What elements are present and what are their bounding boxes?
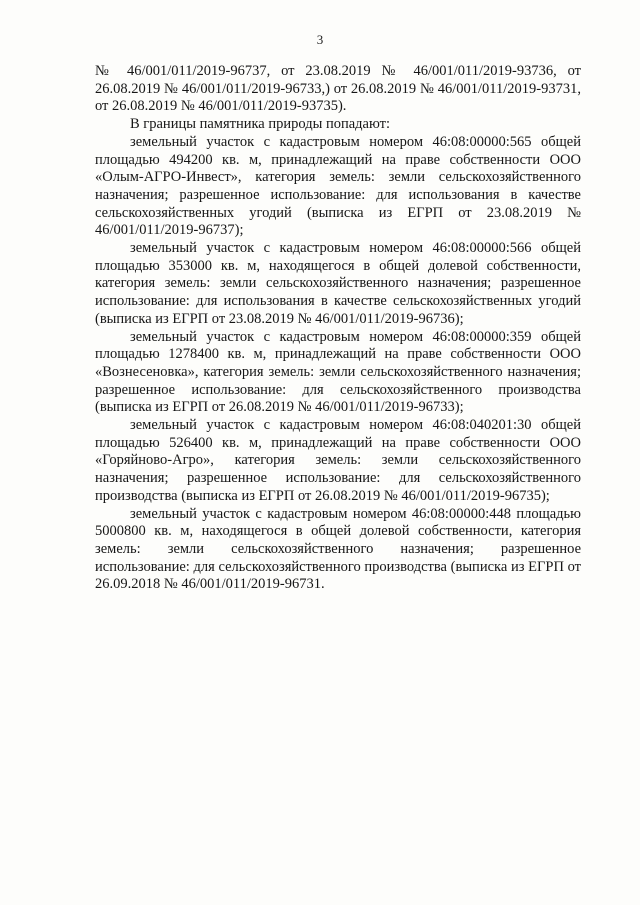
paragraph-plot-448: земельный участок с кадастровым номером 46:08:00000:448 площадью 5000800 кв. м, находящегося в общей долевой собственности, категория земель: земли сельскохозяйственного назначения; разрешенное использование: для сельскохозяйственного производства (выписка из ЕГРП от 26.09.2018 № 46/001/011/2019-96731. [95, 505, 581, 593]
paragraph-intro: В границы памятника природы попадают: [130, 116, 390, 133]
paragraph-plot-359: земельный участок с кадастровым номером 46:08:00000:359 общей площадью 1278400 кв. м, принадлежащий на праве собственности ООО «Вознесеновка», категория земель: земли сельскохозяйственного назначения; разрешенное использование: для сельскохозяйственного производства (выписка из ЕГРП от 26.08.2019 № 46/001/011/2019-96733); [95, 328, 581, 416]
paragraph-plot-566: земельный участок с кадастровым номером 46:08:00000:566 общей площадью 353000 кв. м, находящегося в общей долевой собственности, категория земель: земли сельскохозяйственного назначения; разрешенное использование: для использования в качестве сельскохозяйственных угодий (выписка из ЕГРП от 23.08.2019 № 46/001/011/2019-96736); [95, 240, 581, 327]
paragraph-continuation: № 46/001/011/2019-96737, от 23.08.2019 № 46/001/011/2019-93736, от 26.08.2019 № 46/001/011/2019-96733,) от 26.08.2019 № 46/001/011/2019-93731, от 26.08.2019 № 46/001/011/2019-93735). [95, 63, 581, 115]
paragraph-plot-565: земельный участок с кадастровым номером 46:08:00000:565 общей площадью 494200 кв. м, принадлежащий на праве собственности ООО «Олым-АГРО-Инвест», категория земель: земли сельскохозяйственного назначения; разрешенное использование: для использования в качестве сельскохозяйственных угодий (выписка из ЕГРП от 23.08.2019 № 46/001/011/2019-96737); [95, 133, 581, 239]
body-text [95, 63, 581, 594]
page-number: 3 [316, 32, 324, 47]
paragraph-plot-040201-30: земельный участок с кадастровым номером 46:08:040201:30 общей площадью 526400 кв. м, принадлежащий на праве собственности ООО «Горяйново-Агро», категория земель: земли сельскохозяйственного назначения; разрешенное использование: для сельскохозяйственного производства (выписка из ЕГРП от 26.08.2019 № 46/001/011/2019-96735); [95, 417, 581, 504]
